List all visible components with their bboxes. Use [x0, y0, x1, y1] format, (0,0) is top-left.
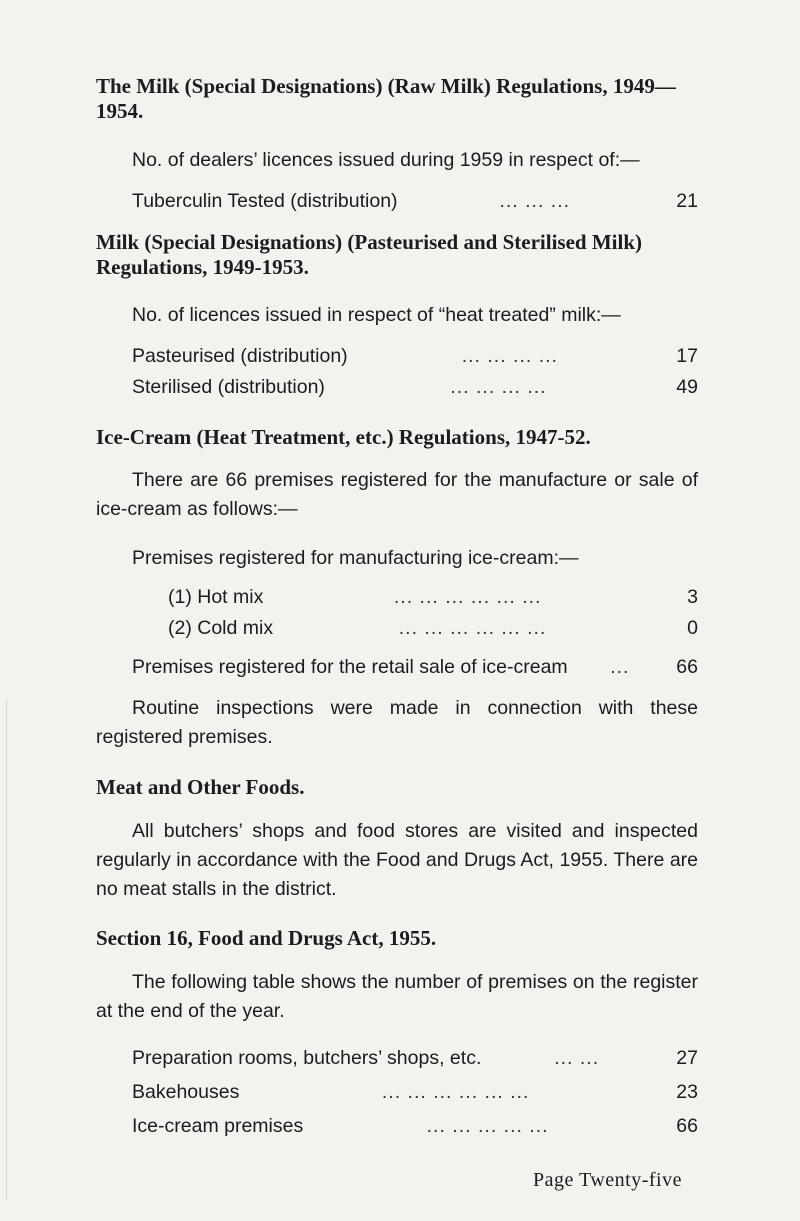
page-number: Page Twenty-five	[533, 1169, 682, 1191]
row-label: Ice-cream premises	[132, 1115, 304, 1137]
heading-section-16: Section 16, Food and Drugs Act, 1955.	[96, 926, 437, 950]
margin-shadow	[6, 700, 7, 1200]
bakehouses-row	[132, 1080, 698, 1105]
leader-dots: ... ... ... ... ...	[426, 1115, 549, 1137]
manufacturing-intro: Premises registered for manufacturing ice-cream:—	[132, 547, 579, 569]
row-label: Tuberculin Tested (distribution)	[132, 190, 398, 212]
paragraph-text: Routine inspections were made in connection with these registered premises.	[96, 697, 698, 748]
hot-mix-row	[168, 585, 698, 610]
paragraph-text: There are 66 premises registered for the manufacture or sale of ice-cream as follows:—	[96, 469, 698, 520]
leader-dots: ... ...	[554, 1047, 600, 1069]
heading-raw-milk: The Milk (Special Designations) (Raw Milk) Regulations, 1949— 1954.	[96, 74, 676, 123]
heading-ice-cream: Ice-Cream (Heat Treatment, etc.) Regulations, 1947-52.	[96, 425, 591, 449]
row-value: 21	[676, 190, 698, 212]
leader-dots: ... ... ... ...	[450, 376, 547, 398]
row-value: 23	[676, 1081, 698, 1103]
leader-dots: ... ... ...	[499, 190, 571, 212]
section-16-paragraph	[96, 968, 698, 1026]
sterilised-row	[132, 375, 698, 400]
heading-heat-treated-milk: Milk (Special Designations) (Pasteurised and Sterilised Milk) Regulations, 1949-1953.	[96, 230, 642, 279]
row-label: Sterilised (distribution)	[132, 376, 325, 398]
paragraph-text: The following table shows the number of premises on the register at the end of the year.	[96, 971, 698, 1022]
row-label: Preparation rooms, butchers’ shops, etc.	[132, 1047, 482, 1069]
row-value: 66	[676, 1115, 698, 1137]
pasteurised-row	[132, 344, 698, 369]
row-label: Premises registered for the retail sale of ice-cream	[132, 656, 568, 678]
row-value: 17	[676, 345, 698, 367]
row-label: Bakehouses	[132, 1081, 240, 1103]
cold-mix-row	[168, 616, 698, 641]
row-value: 3	[687, 586, 698, 608]
ice-cream-paragraph	[96, 466, 698, 524]
heat-milk-intro: No. of licences issued in respect of “heat treated” milk:—	[132, 304, 621, 326]
leader-dots: ... ... ... ... ... ...	[398, 617, 547, 639]
paragraph-text: All butchers’ shops and food stores are visited and inspected regularly in accordance with the Food and Drugs Act, 1955. There are no meat stalls in the district.	[96, 820, 698, 900]
row-label: (2) Cold mix	[168, 617, 274, 639]
row-label: (1) Hot mix	[168, 586, 264, 608]
row-value: 0	[687, 617, 698, 639]
leader-dots: ... ... ... ... ... ...	[381, 1081, 530, 1103]
retail-row	[132, 655, 698, 680]
leader-dots: ... ... ... ...	[461, 345, 558, 367]
row-value: 49	[676, 376, 698, 398]
heading-meat: Meat and Other Foods.	[96, 775, 305, 799]
meat-paragraph	[96, 817, 698, 904]
row-label: Pasteurised (distribution)	[132, 345, 348, 367]
row-value: 27	[676, 1047, 698, 1069]
ice-cream-premises-row	[132, 1114, 698, 1139]
raw-milk-intro: No. of dealers’ licences issued during 1959 in respect of:—	[132, 149, 640, 171]
raw-milk-row	[132, 189, 698, 214]
routine-inspections-paragraph	[96, 694, 698, 752]
preparation-rooms-row	[132, 1046, 698, 1071]
row-value: 66	[676, 656, 698, 678]
leader-dots: ... ... ... ... ... ...	[393, 586, 542, 608]
leader-dots: ...	[610, 656, 630, 678]
